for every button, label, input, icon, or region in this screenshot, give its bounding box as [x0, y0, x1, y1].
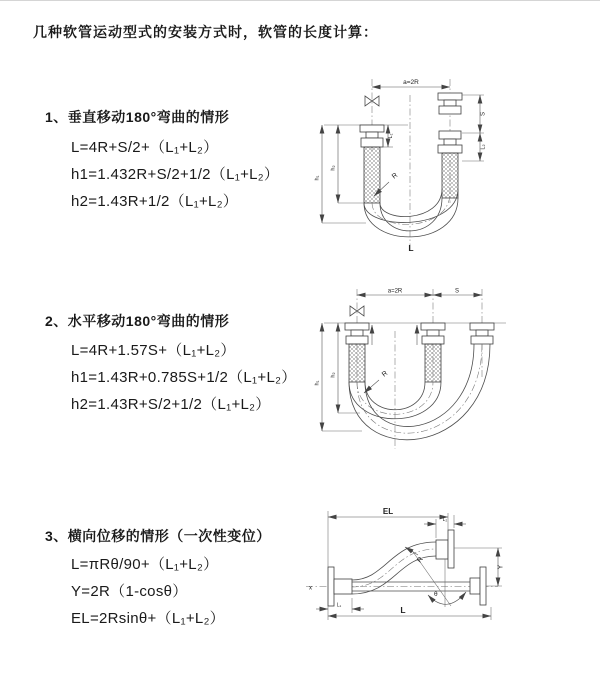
left-flange	[328, 567, 352, 606]
page-title: 几种软管运动型式的安装方式时，软管的长度计算：	[33, 24, 378, 40]
diagram-1-svg	[310, 73, 590, 258]
length-label: L	[408, 243, 414, 253]
diagram-lateral-displacement	[298, 503, 598, 648]
dim-label-a2r: a=2R	[387, 288, 403, 295]
section-3-heading: 3、横向位移的情形（一次性变位）	[45, 528, 271, 544]
dim-label-h2: h₂	[330, 165, 337, 171]
dim-label-a2r: a=2R	[403, 79, 419, 86]
left-pipe-fitting	[345, 323, 369, 382]
diagram-3-svg	[298, 503, 598, 648]
dim-label-el: EL	[382, 507, 394, 516]
formula-line: h2=1.43R+1/2（L₁+L₂）	[71, 193, 239, 210]
diagram-vertical-180-bend	[310, 73, 590, 258]
hose-s-curve	[352, 542, 436, 594]
formula-line: L=πRθ/90+（L₁+L₂）	[71, 556, 219, 573]
dim-label-y: Y	[497, 564, 505, 570]
diagram-2-svg	[310, 283, 590, 463]
right-pipe-fitting	[470, 323, 494, 344]
angle-label: θ	[434, 591, 438, 598]
dim-label-s: S	[454, 288, 460, 295]
section-2-heading: 2、水平移动180°弯曲的情形	[45, 313, 230, 329]
formula-line: h1=1.43R+0.785S+1/2（L₁+L₂）	[71, 369, 297, 386]
formula-line: h2=1.43R+S/2+1/2（L₁+L₂）	[71, 396, 271, 413]
dim-label-l1: L₁	[336, 602, 342, 609]
dim-label-l2: L₂	[480, 144, 487, 150]
formula-line: h1=1.432R+S/2+1/2（L₁+L₂）	[71, 166, 280, 183]
section-2-formulas	[71, 337, 297, 418]
right-pipe-fittings	[438, 93, 462, 198]
formula-line: L=4R+1.57S+（L₁+L₂）	[71, 342, 236, 359]
hose-arcs	[349, 344, 490, 440]
dim-label-h2: h₂	[330, 372, 337, 378]
section-1-heading: 1、垂直移动180°弯曲的情形	[45, 109, 230, 125]
dimension-lines	[316, 511, 502, 620]
dim-label-l: L	[400, 605, 406, 615]
formula-line: L=4R+S/2+（L₁+L₂）	[71, 139, 219, 156]
left-pipe-fitting	[360, 125, 384, 203]
formula-line: Y=2R（1-cosθ）	[71, 583, 188, 600]
formula-line: EL=2Rsinθ+（L₁+L₂）	[71, 610, 225, 627]
section-3-formulas	[71, 551, 225, 632]
diagram-horizontal-180-bend	[310, 283, 590, 463]
dim-label-h1: h₁	[314, 175, 321, 181]
axis-mark-label: x	[309, 585, 312, 592]
dim-label-s: S	[480, 111, 487, 117]
section-1-formulas	[71, 134, 279, 215]
dim-label-h1: h₁	[314, 380, 321, 386]
dim-label-l2: L₂	[442, 517, 448, 523]
radius-label: R	[390, 171, 400, 181]
centerlines	[372, 79, 450, 253]
radius-label: R	[380, 369, 390, 379]
dim-label-l1: L₁	[388, 133, 394, 139]
middle-pipe-fitting	[421, 323, 445, 382]
radius-label: R	[416, 555, 425, 565]
straight-pipe-original-position	[352, 567, 486, 605]
